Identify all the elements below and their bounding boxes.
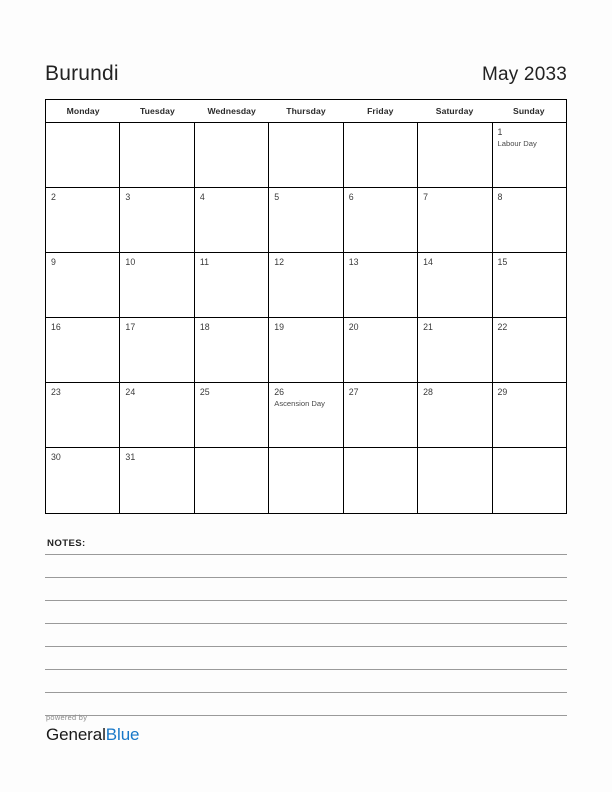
notes-line[interactable] bbox=[45, 577, 567, 600]
weekday-header-thursday: Thursday bbox=[286, 106, 326, 116]
day-number: 23 bbox=[51, 387, 61, 397]
day-cell[interactable] bbox=[493, 383, 566, 447]
day-number: 15 bbox=[497, 257, 508, 267]
day-cell[interactable] bbox=[344, 188, 418, 252]
day-number: 26 bbox=[274, 387, 285, 397]
day-cell[interactable] bbox=[418, 188, 492, 252]
weekday-header-row bbox=[46, 100, 566, 123]
day-number: 8 bbox=[497, 192, 503, 202]
footer-branding bbox=[46, 713, 139, 745]
day-cell-empty[interactable] bbox=[120, 123, 194, 187]
day-cell[interactable] bbox=[418, 318, 492, 382]
day-cell[interactable] bbox=[418, 253, 492, 317]
day-cell-empty[interactable] bbox=[195, 448, 269, 513]
weekday-header-tuesday: Tuesday bbox=[139, 106, 175, 116]
notes-section bbox=[45, 538, 567, 738]
day-cell[interactable] bbox=[269, 383, 343, 447]
day-number: 3 bbox=[125, 192, 131, 202]
calendar-week-row bbox=[46, 318, 566, 383]
weekday-header-monday: Monday bbox=[66, 106, 100, 116]
day-cell-empty[interactable] bbox=[493, 448, 566, 513]
day-cell[interactable] bbox=[120, 188, 194, 252]
day-number: 7 bbox=[423, 192, 429, 202]
calendar-week-row bbox=[46, 123, 566, 188]
day-number: 12 bbox=[274, 257, 285, 267]
notes-line[interactable] bbox=[45, 554, 567, 577]
weekday-header-wednesday: Wednesday bbox=[207, 106, 256, 116]
notes-label: NOTES: bbox=[47, 538, 86, 549]
notes-line[interactable] bbox=[45, 692, 567, 715]
weekday-header-friday: Friday bbox=[367, 106, 394, 116]
day-cell[interactable] bbox=[269, 318, 343, 382]
notes-line[interactable] bbox=[45, 623, 567, 646]
weekday-header-sunday: Sunday bbox=[513, 106, 545, 116]
day-number: 16 bbox=[51, 322, 61, 332]
day-number: 11 bbox=[199, 257, 209, 267]
calendar-header bbox=[45, 50, 567, 84]
day-number: 1 bbox=[497, 127, 503, 137]
day-cell[interactable] bbox=[344, 253, 418, 317]
day-number: 13 bbox=[348, 257, 359, 267]
day-cell[interactable] bbox=[195, 383, 269, 447]
day-cell[interactable] bbox=[46, 318, 120, 382]
day-cell[interactable] bbox=[46, 188, 120, 252]
day-cell-empty[interactable] bbox=[418, 448, 492, 513]
day-number: 21 bbox=[423, 322, 433, 332]
day-number: 22 bbox=[497, 322, 508, 332]
day-number: 4 bbox=[199, 192, 205, 202]
day-cell[interactable] bbox=[46, 383, 120, 447]
day-cell-empty[interactable] bbox=[344, 123, 418, 187]
day-cell[interactable] bbox=[269, 253, 343, 317]
day-number: 20 bbox=[348, 322, 359, 332]
day-cell[interactable] bbox=[46, 253, 120, 317]
day-cell[interactable] bbox=[493, 123, 566, 187]
calendar-week-row bbox=[46, 188, 566, 253]
calendar-week-row bbox=[46, 383, 566, 448]
day-cell[interactable] bbox=[493, 188, 566, 252]
day-cell[interactable] bbox=[418, 383, 492, 447]
day-cell-empty[interactable] bbox=[344, 448, 418, 513]
calendar-grid bbox=[45, 99, 567, 514]
day-cell[interactable] bbox=[120, 253, 194, 317]
page-title: Burundi bbox=[45, 62, 119, 85]
day-number: 5 bbox=[274, 192, 280, 202]
notes-line[interactable] bbox=[45, 669, 567, 692]
day-cell[interactable] bbox=[120, 448, 194, 513]
day-number: 30 bbox=[51, 452, 61, 462]
day-number: 29 bbox=[497, 387, 508, 397]
month-year-label: May 2033 bbox=[481, 64, 567, 85]
day-cell[interactable] bbox=[120, 318, 194, 382]
calendar-week-row bbox=[46, 253, 566, 318]
notes-line[interactable] bbox=[45, 600, 567, 623]
day-number: 9 bbox=[51, 257, 56, 267]
day-number: 2 bbox=[51, 192, 56, 202]
day-number: 24 bbox=[125, 387, 136, 397]
calendar-week-row bbox=[46, 448, 566, 513]
day-number: 31 bbox=[125, 452, 136, 462]
holiday-label: Labour Day bbox=[497, 139, 537, 148]
day-cell[interactable] bbox=[120, 383, 194, 447]
powered-by-label: powered by bbox=[46, 713, 88, 722]
generalblue-logo bbox=[46, 724, 139, 745]
calendar-week-rows bbox=[46, 123, 566, 513]
day-cell[interactable] bbox=[269, 188, 343, 252]
day-number: 27 bbox=[348, 387, 359, 397]
day-cell[interactable] bbox=[344, 318, 418, 382]
day-cell[interactable] bbox=[493, 318, 566, 382]
day-number: 6 bbox=[348, 192, 354, 202]
day-cell[interactable] bbox=[493, 253, 566, 317]
holiday-label: Ascension Day bbox=[274, 399, 325, 408]
day-number: 14 bbox=[423, 257, 433, 267]
day-number: 28 bbox=[423, 387, 433, 397]
day-number: 10 bbox=[125, 257, 136, 267]
weekday-header-saturday: Saturday bbox=[435, 106, 474, 116]
day-number: 17 bbox=[125, 322, 136, 332]
day-number: 25 bbox=[199, 387, 210, 397]
notes-lines bbox=[45, 554, 567, 738]
brand-name-second: Blue bbox=[105, 725, 140, 744]
day-cell[interactable] bbox=[195, 318, 269, 382]
day-number: 18 bbox=[199, 322, 210, 332]
notes-line[interactable] bbox=[45, 646, 567, 669]
day-cell[interactable] bbox=[344, 383, 418, 447]
brand-name-first: General bbox=[46, 725, 106, 744]
day-cell-empty[interactable] bbox=[269, 448, 343, 513]
day-cell-empty[interactable] bbox=[269, 123, 343, 187]
day-cell-empty[interactable] bbox=[418, 123, 492, 187]
day-cell[interactable] bbox=[195, 253, 269, 317]
day-cell-empty[interactable] bbox=[46, 123, 120, 187]
day-cell[interactable] bbox=[46, 448, 120, 513]
day-cell-empty[interactable] bbox=[195, 123, 269, 187]
day-cell[interactable] bbox=[195, 188, 269, 252]
day-number: 19 bbox=[274, 322, 285, 332]
